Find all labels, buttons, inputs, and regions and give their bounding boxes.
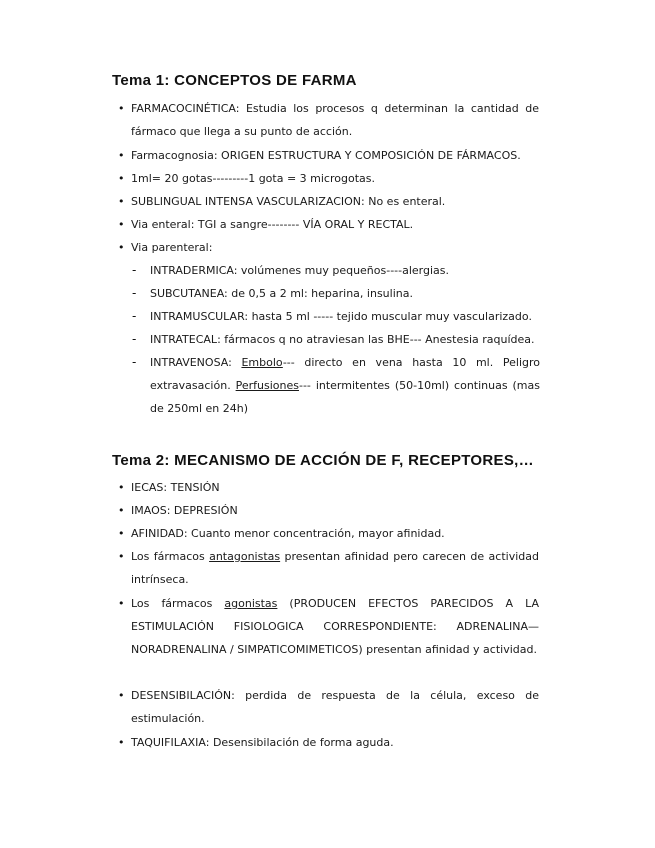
perfusiones-term: Perfusiones bbox=[235, 379, 299, 392]
dash-icon: - bbox=[132, 309, 137, 323]
embolo-term: Embolo bbox=[241, 356, 283, 369]
bullet-icon: • bbox=[118, 218, 125, 231]
agonistas-term: agonistas bbox=[224, 597, 278, 610]
agonistas-suffix: (PRODUCEN EFECTOS PARECIDOS A LA ESTIMULACIÓN FISIOLOGICA CORRESPONDIENTE: ADRENALINA—NORADRENALINA / SIMPATICOMIMETICOS) presentan afinidad y actividad. bbox=[131, 597, 539, 656]
antagonistas-term: antagonistas bbox=[209, 550, 281, 563]
bullet-icon: • bbox=[118, 504, 125, 517]
bullet-icon: • bbox=[118, 102, 125, 115]
bullet-icon: • bbox=[118, 689, 125, 702]
list-item: DESENSIBILACIÓN: perdida de respuesta de la célula, exceso de estimulación. bbox=[131, 689, 539, 725]
bullet-icon: • bbox=[118, 527, 125, 540]
bullet-icon: • bbox=[118, 241, 125, 254]
list-item bbox=[131, 545, 539, 591]
tema2-title: Tema 2: MECANISMO DE ACCIÓN DE F, RECEPTORES,… bbox=[112, 452, 534, 469]
dash-icon: - bbox=[132, 263, 137, 277]
list-item: Via enteral: TGI a sangre-------- VÍA ORAL Y RECTAL. bbox=[131, 218, 414, 231]
list-item: SUBLINGUAL INTENSA VASCULARIZACION: No es enteral. bbox=[131, 195, 446, 208]
sublist-item bbox=[150, 351, 540, 420]
list-item: 1ml= 20 gotas---------1 gota = 3 microgotas. bbox=[131, 172, 375, 185]
dash-icon: - bbox=[132, 332, 137, 346]
intravenosa-mid: --- directo en vena hasta 10 ml. Peligro extravasación. bbox=[150, 356, 540, 392]
list-item: Farmacognosia: ORIGEN ESTRUCTURA Y COMPOSICIÓN DE FÁRMACOS. bbox=[131, 149, 521, 162]
bullet-icon: • bbox=[118, 597, 125, 610]
bullet-icon: • bbox=[118, 172, 125, 185]
list-item: IECAS: TENSIÓN bbox=[131, 481, 220, 494]
intravenosa-suffix: --- intermitentes (50-10ml) continuas (mas de 250ml en 24h) bbox=[150, 379, 540, 415]
sublist-item: INTRATECAL: fármacos q no atraviesan las BHE--- Anestesia raquídea. bbox=[150, 333, 535, 346]
bullet-icon: • bbox=[118, 550, 125, 563]
sublist-item: INTRADERMICA: volúmenes muy pequeños----alergias. bbox=[150, 264, 450, 277]
bullet-icon: • bbox=[118, 195, 125, 208]
sublist-item: SUBCUTANEA: de 0,5 a 2 ml: heparina, insulina. bbox=[150, 287, 413, 300]
list-item: IMAOS: DEPRESIÓN bbox=[131, 504, 238, 517]
dash-icon: - bbox=[132, 286, 137, 300]
tema1-title: Tema 1: CONCEPTOS DE FARMA bbox=[112, 72, 357, 89]
antagonistas-prefix: Los fármacos bbox=[131, 550, 210, 563]
list-item: Via parenteral: bbox=[131, 241, 213, 254]
antagonistas-suffix: presentan afinidad pero carecen de actividad intrínseca. bbox=[131, 550, 539, 586]
agonistas-prefix: Los fármacos bbox=[131, 597, 225, 610]
sublist-item: INTRAMUSCULAR: hasta 5 ml ----- tejido muscular muy vascularizado. bbox=[150, 310, 532, 323]
list-item bbox=[131, 592, 539, 661]
bullet-icon: • bbox=[118, 736, 125, 749]
bullet-icon: • bbox=[118, 149, 125, 162]
dash-icon: - bbox=[132, 355, 137, 369]
list-item: AFINIDAD: Cuanto menor concentración, mayor afinidad. bbox=[131, 527, 445, 540]
list-item: FARMACOCINÉTICA: Estudia los procesos q determinan la cantidad de fármaco que llega a su punto de acción. bbox=[131, 102, 539, 138]
intravenosa-prefix: INTRAVENOSA: bbox=[150, 356, 242, 369]
list-item: TAQUIFILAXIA: Desensibilación de forma aguda. bbox=[131, 736, 394, 749]
bullet-icon: • bbox=[118, 481, 125, 494]
